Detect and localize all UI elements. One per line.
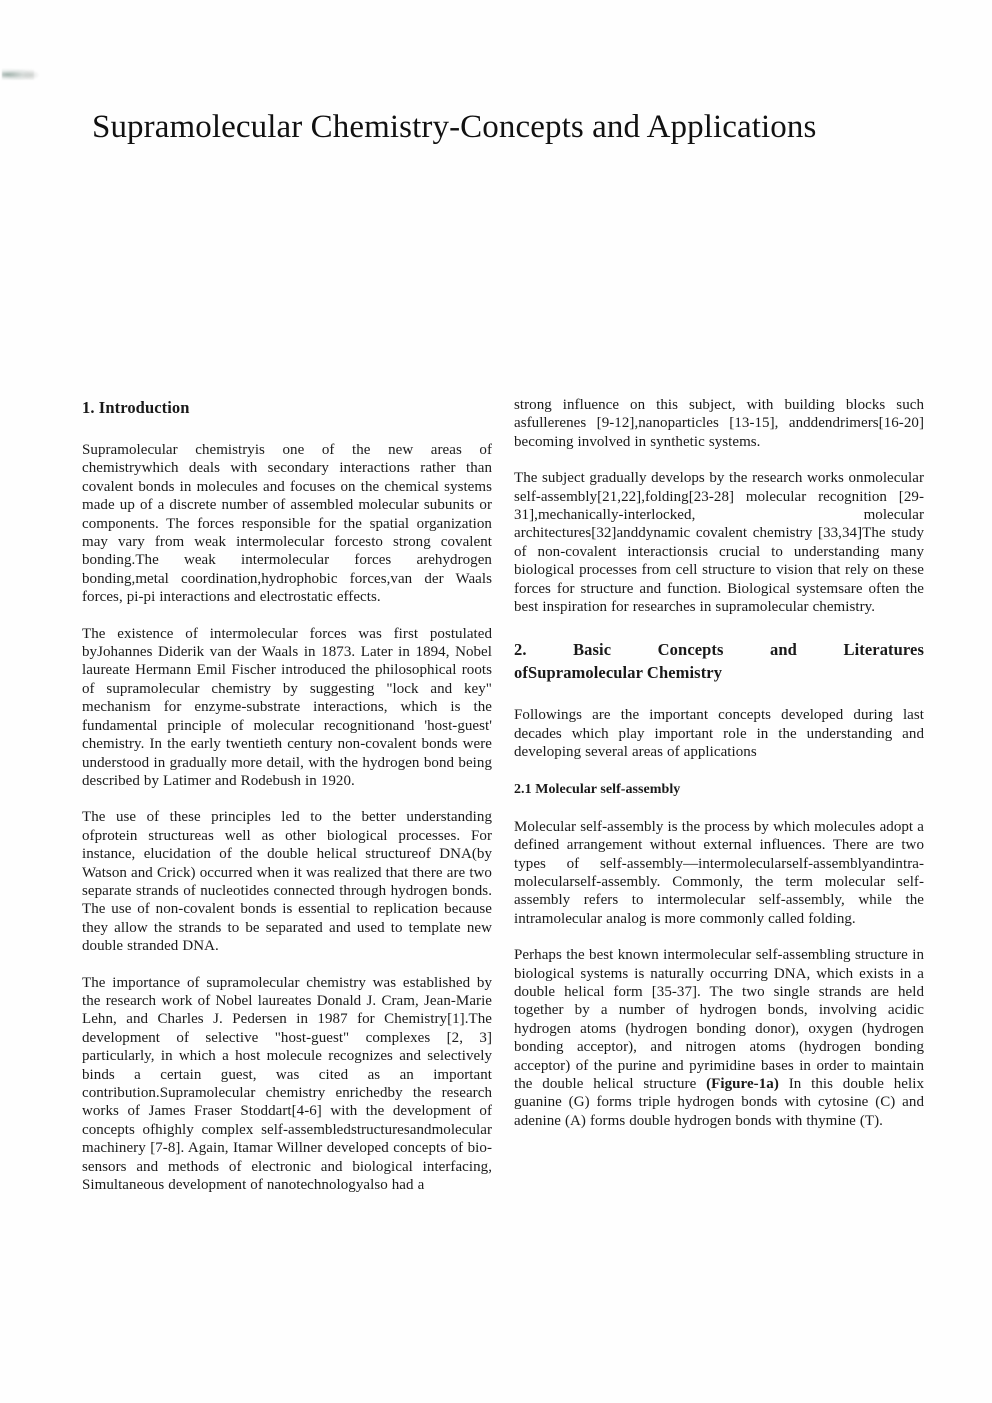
spacer — [514, 800, 924, 818]
paragraph-intro-4-continued: strong influence on this subject, with building blocks such asfullerenes [9-12],nanoparticles [13-15], anddendrimers[16-20] becoming involved in synthetic systems. — [514, 397, 924, 450]
heading-section-2-line-2: ofSupramolecular Chemistry — [514, 663, 723, 683]
spacer — [82, 607, 492, 625]
paragraph-section-2-intro: Followings are the important concepts developed during last decades which play important role in the understanding and developing several areas of applications — [514, 707, 924, 761]
heading-section-2-line-1: 2. Basic Concepts and Literatures — [514, 640, 924, 660]
column-left — [82, 396, 492, 1194]
scan-artifact-smudge-secondary — [22, 70, 40, 80]
paragraph-intro-4: The importance of supramolecular chemistry was established by the research work of Nobel laureates Donald J. Cram, Jean-Marie Lehn, and Charles J. Pedersen in 1987 for Chemistry[1].The development of selective "host-guest" complexes [2, 3] particularly, in which a host molecule recognizes and selectively binds a certain guest, was cited as an important contribution.Supramolecular chemistry enrichedby the research works of James Fraser Stoddart[4-6] with the development of concepts ofhighly complex self-assembledstructuresandmolecular machinery [7-8]. Again, Itamar Willner developed concepts of bio-sensors and methods of electronic and biological interfacing, Simultaneous development of nanotechnologyalso had a — [82, 974, 492, 1194]
spacer — [514, 684, 924, 706]
spacer — [514, 451, 924, 469]
spacer — [82, 956, 492, 974]
paragraph-self-assembly-definition: Molecular self-assembly is the process by which molecules adopt a defined arrangement without external influences. There are two types of self-assembly—intermolecularself-assemblyandintra-molecularself-assembly. Commonly, the term molecular self-assembly refers to intermolecular self-assembly, while the intramolecular analog is more commonly called folding. — [514, 818, 924, 927]
spacer — [514, 928, 924, 946]
heading-subsection-2-1: 2.1 Molecular self-assembly — [514, 781, 681, 797]
paragraph-intro-2: The existence of intermolecular forces was first postulated byJohannes Diderik van der Waals in 1873. Later in 1894, Nobel laureate Hermann Emil Fischer introduced the philosophical roots of supramolecular chemistry by suggesting "lock and key" mechanism for enzyme-substrate interactions, which is the fundamental principle of molecular recognitionand 'host-guest' chemistry. In the early twentieth century non-covalent bonds were understood in gradually more detail, with the hydrogen bond being described by Latimer and Rodebush in 1920. — [82, 625, 492, 789]
page-title: Supramolecular Chemistry-Concepts and Applications — [92, 109, 817, 146]
spacer — [514, 762, 924, 780]
paragraph-dna-text-part-1: Perhaps the best known intermolecular self-assembling structure in biological systems is naturally occurring DNA, which exists in a double helical form [35-37]. The two single strands are held together by a number of hydrogen bonds, involving acidic hydrogen atoms (hydrogen bonding donor), oxygen (hydrogen bonding acceptor), and nitrogen atoms (hydrogen bonding acceptor) of the purine and pyrimidine bases in order to maintain the double helical structure — [514, 947, 924, 1092]
spacer — [82, 790, 492, 808]
paragraph-intro-3: The use of these principles led to the better understanding ofprotein structureas well as other biological processes. For instance, elucidation of the double helical structureof DNA(by Watson and Crick) occurred when it was realized that there are two separate strands of nucleotides connected through hydrogen bonds. The use of non-covalent bonds is essential to replication because they allow the strands to be separated and used to template new double stranded DNA. — [82, 809, 492, 955]
spacer — [514, 616, 924, 638]
paragraph-dna-self-assembly — [514, 946, 924, 1130]
paragraph-intro-5: The subject gradually develops by the research works onmolecular self-assembly[21,22],folding[23-28] molecular recognition [29-31],mechanically-interlocked, molecular architectures[32]anddynamic covalent chemistry [33,34]The study of non-covalent interactionsis crucial to understanding many biological processes from cell structure to vision that rely on these forces for structure and function. Biological systemsare often the best inspiration for researches in supramolecular chemistry. — [514, 470, 924, 616]
column-right — [514, 396, 924, 1130]
spacer — [82, 419, 492, 441]
paragraph-intro-1: Supramolecular chemistryis one of the new areas of chemistrywhich deals with secondary interactions rather than covalent bonds in molecules and focuses on the chemical systems made up of a discrete number of assembled molecular subunits or components. The forces responsible for the spatial organization may vary from weak intermolecular forcesto strong covalent bonding.The weak intermolecular forces arehydrogen bonding,metal coordination,hydrophobic forces,van der Waals forces, pi-pi interactions and electrostatic effects. — [82, 442, 492, 606]
paragraph-dna-text-part-2: In this double helix guanine (G) forms triple hydrogen bonds with cytosine (C) and adenine (A) forms double hydrogen bonds with thymine (T). — [514, 1075, 924, 1129]
scan-artifact-smudge — [2, 68, 34, 80]
figure-reference-1a: (Figure-1a) — [706, 1075, 779, 1092]
heading-section-1-introduction: 1. Introduction — [82, 398, 190, 417]
